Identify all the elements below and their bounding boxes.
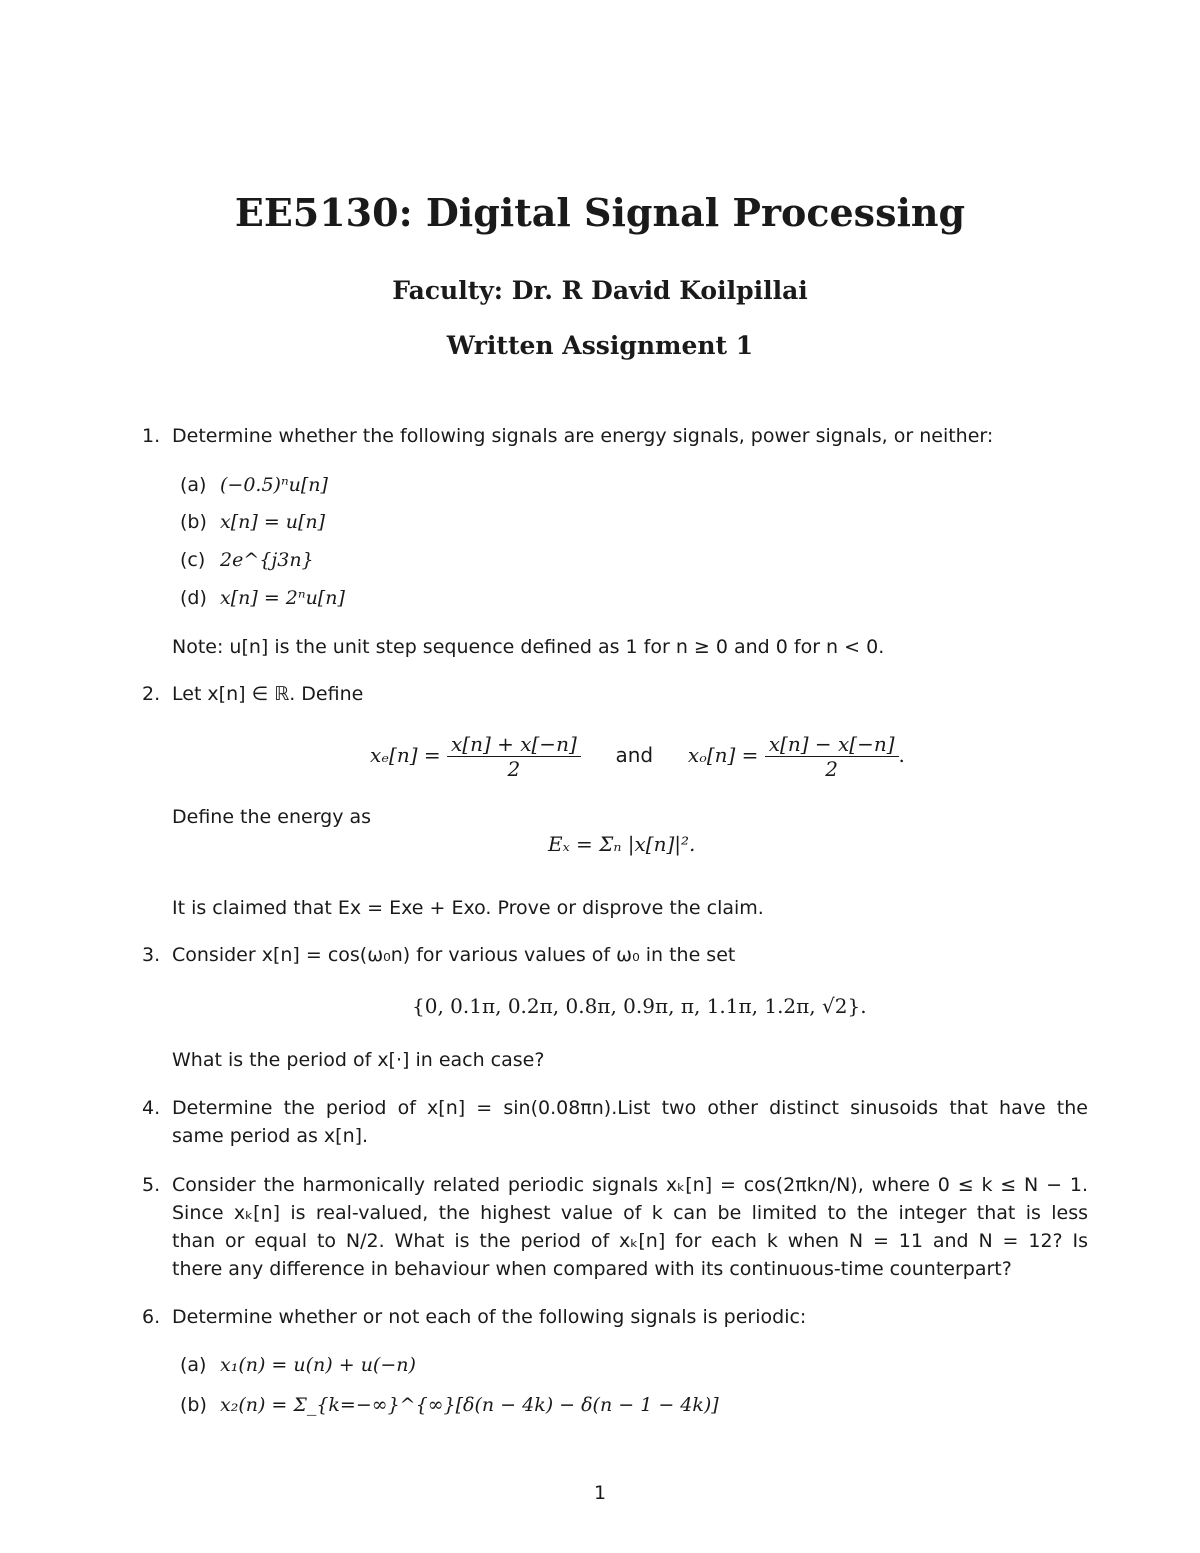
xo-numerator: x[n] − x[−n] bbox=[765, 732, 899, 757]
xe-lhs: xₑ[n] = bbox=[370, 743, 441, 767]
q2-energy-text: Define the energy as bbox=[172, 806, 372, 828]
page-number: 1 bbox=[593, 1482, 607, 1504]
q6a-expr: x₁(n) = u(n) + u(−n) bbox=[220, 1354, 416, 1376]
q4-number: 4. bbox=[142, 1097, 161, 1119]
q1b-expr: x[n] = u[n] bbox=[220, 511, 326, 533]
q3-question: What is the period of x[·] in each case? bbox=[172, 1049, 545, 1071]
q1-number: 1. bbox=[142, 425, 161, 447]
q5-line1: Consider the harmonically related periodic signals xₖ[n] = cos(2πkn/N), where 0 ≤ k ≤ N − 1. bbox=[172, 1174, 1088, 1196]
energy-formula: Eₓ = Σₙ |x[n]|². bbox=[548, 832, 696, 856]
xo-lhs: xₒ[n] = bbox=[687, 743, 759, 767]
q2-text: Let x[n] ∈ ℝ. Define bbox=[172, 683, 364, 705]
q5-line4: there any difference in behaviour when compared with its continuous-time counterpart? bbox=[172, 1258, 1012, 1280]
q2-number: 2. bbox=[142, 683, 161, 705]
document-title: EE5130: Digital Signal Processing bbox=[234, 190, 966, 235]
q1a-label: (a) bbox=[180, 474, 207, 496]
xe-numerator: x[n] + x[−n] bbox=[447, 732, 581, 757]
xo-fraction bbox=[765, 732, 899, 781]
and-word: and bbox=[615, 743, 654, 767]
q1d-expr: x[n] = 2ⁿu[n] bbox=[220, 587, 345, 609]
q1a-expr: (−0.5)ⁿu[n] bbox=[220, 474, 328, 496]
faculty-line: Faculty: Dr. R David Koilpillai bbox=[392, 276, 808, 305]
q1d-label: (d) bbox=[180, 587, 207, 609]
q4-line1: Determine the period of x[n] = sin(0.08πn).List two other distinct sinusoids that have the bbox=[172, 1097, 1088, 1119]
q2-claim: It is claimed that Ex = Exe + Exo. Prove or disprove the claim. bbox=[172, 897, 764, 919]
q6-number: 6. bbox=[142, 1306, 161, 1328]
q1-note: Note: u[n] is the unit step sequence defined as 1 for n ≥ 0 and 0 for n < 0. bbox=[172, 636, 885, 658]
q1b-label: (b) bbox=[180, 511, 207, 533]
q1-text: Determine whether the following signals are energy signals, power signals, or neither: bbox=[172, 425, 994, 447]
q3-text: Consider x[n] = cos(ω₀n) for various values of ω₀ in the set bbox=[172, 944, 736, 966]
assignment-title: Written Assignment 1 bbox=[446, 331, 754, 360]
q6a-label: (a) bbox=[180, 1354, 207, 1376]
q6b-label: (b) bbox=[180, 1394, 207, 1416]
q5-line3: than or equal to N/2. What is the period of xₖ[n] for each k when N = 11 and N = 12? Is bbox=[172, 1230, 1088, 1252]
omega-set: {0, 0.1π, 0.2π, 0.8π, 0.9π, π, 1.1π, 1.2π, √2}. bbox=[412, 994, 867, 1018]
q2-definitions: xₑ[n] = $\frac{x[n] + x[-n]}{2}$ and xₒ[n] = $\frac{x[n] - x[-n]}{2}$ . bbox=[370, 732, 905, 781]
q6-text: Determine whether or not each of the following signals is periodic: bbox=[172, 1306, 807, 1328]
q1c-label: (c) bbox=[180, 549, 206, 571]
q4-line2: same period as x[n]. bbox=[172, 1125, 369, 1147]
q5-number: 5. bbox=[142, 1174, 161, 1196]
xo-denominator: 2 bbox=[825, 757, 839, 781]
q3-number: 3. bbox=[142, 944, 161, 966]
q5-line2: Since xₖ[n] is real-valued, the highest value of k can be limited to the integer that is less bbox=[172, 1202, 1088, 1224]
q6b-expr: x₂(n) = Σ_{k=−∞}^{∞}[δ(n − 4k) − δ(n − 1 − 4k)] bbox=[220, 1394, 719, 1416]
q1c-expr: 2e^{j3n} bbox=[220, 549, 314, 571]
xe-fraction bbox=[447, 732, 581, 781]
xe-denominator: 2 bbox=[507, 757, 521, 781]
